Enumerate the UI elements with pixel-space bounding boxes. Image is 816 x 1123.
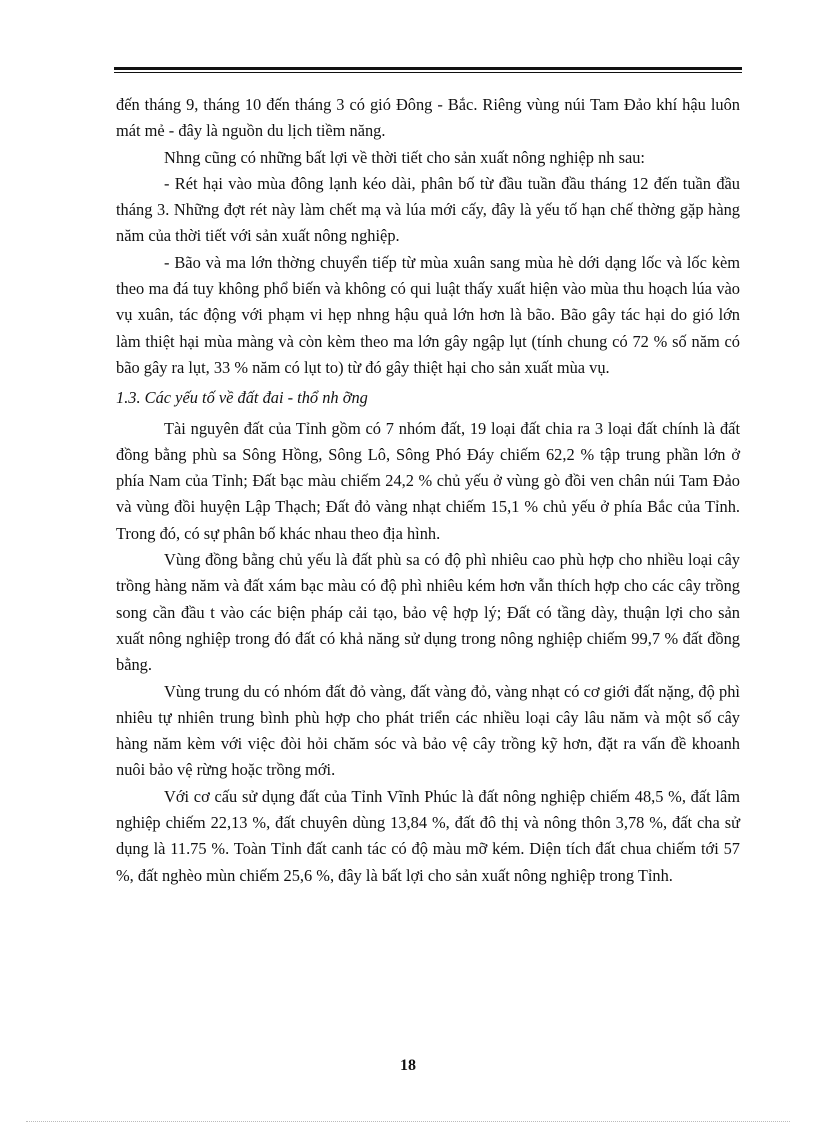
header-rule-thick <box>114 67 742 70</box>
section-heading: 1.3. Các yếu tố về đất đai - thổ nh ỡng <box>116 388 368 408</box>
paragraph-cold-damage: - Rét hại vào mùa đông lạnh kéo dài, phân bố từ đầu tuần đầu tháng 12 đến tuần đầu tháng 3. Những đợt rét này làm chết mạ và lúa mới cấy, đây là yếu tố hạn chế thờng gặp hàng năm của thời tiết với sản xuất nông nghiệp. <box>116 173 740 246</box>
page-number: 18 <box>400 1057 416 1074</box>
footer-dotted-line <box>26 1121 790 1122</box>
paragraph-storms: - Bão và ma lớn thờng chuyển tiếp từ mùa xuân sang mùa hè dới dạng lốc và lốc kèm theo ma đá tuy không phổ biến và không có qui luật thấy xuất hiện vào mùa thu hoạch lúa vào vụ xuân, tác động với phạm vi hẹp nhng hậu quả lớn hơn là bão. Bão gây tác hại do gió lớn làm thiệt hại mùa màng và còn kèm theo ma lớn gây ngập lụt (tính chung có 72 % số năm có bão gây ra lụt, 33 % năm có lụt to) từ đó gây thiệt hại cho sản xuất mùa vụ. <box>116 252 740 377</box>
paragraph-climate-end: đến tháng 9, tháng 10 đến tháng 3 có gió Đông - Bắc. Riêng vùng núi Tam Đảo khí hậu luôn mát mẻ - đây là nguồn du lịch tiềm năng. <box>116 95 740 141</box>
paragraph-disadvantages-intro: Nhng cũng có những bất lợi về thời tiết cho sản xuất nông nghiệp nh sau: <box>164 147 645 167</box>
paragraph-land-use: Với cơ cấu sử dụng đất của Tỉnh Vĩnh Phúc là đất nông nghiệp chiếm 48,5 %, đất lâm nghiệp chiếm 22,13 %, đất chuyên dùng 13,84 %, đất đô thị và nông thôn 3,78 %, đất cha sử dụng là 11.75 %. Toàn Tỉnh đất canh tác có độ màu mỡ kém. Diện tích đất chua chiếm tới 57 %, đất nghèo mùn chiếm 25,6 %, đây là bất lợi cho sản xuất nông nghiệp trong Tỉnh. <box>116 786 740 885</box>
paragraph-soil-resources: Tài nguyên đất của Tỉnh gồm có 7 nhóm đất, 19 loại đất chia ra 3 loại đất chính là đất đồng bằng phù sa Sông Hồng, Sông Lô, Sông Phó Đáy chiếm 62,2 % tập trung phần lớn ở phía Nam của Tỉnh; Đất bạc màu chiếm 24,2 % chủ yếu ở vùng gò đồi ven chân núi Tam Đảo và vùng đồi huyện Lập Thạch; Đất đỏ vàng nhạt chiếm 15,1 % chủ yếu ở phía Bắc của Tỉnh. Trong đó, có sự phân bố khác nhau theo địa hình. <box>116 418 740 543</box>
page-body <box>116 92 740 889</box>
paragraph-delta-soil: Vùng đồng bằng chủ yếu là đất phù sa có độ phì nhiêu cao phù hợp cho nhiều loại cây trồng hàng năm và đất xám bạc màu có độ phì nhiêu kém hơn vẫn thích hợp cho các cây trồng song cần đầu t vào các biện pháp cải tạo, bảo vệ hợp lý; Đất có tầng dày, thuận lợi cho sản xuất nông nghiệp trong đó đất có khả năng sử dụng trong nông nghiệp chiếm 99,7 % đất đồng bằng. <box>116 550 740 675</box>
paragraph-midland-soil: Vùng trung du có nhóm đất đỏ vàng, đất vàng đỏ, vàng nhạt có cơ giới đất nặng, độ phì nhiêu tự nhiên trung bình phù hợp cho phát triển các nhiều loại cây lâu năm và một số cây hàng năm kèm với việc đòi hỏi chăm sóc và bảo vệ cây trồng kỹ hơn, đặt ra vấn đề khoanh nuôi bảo vệ rừng hoặc trồng mới. <box>116 681 740 780</box>
header-rule-thin <box>114 72 742 73</box>
